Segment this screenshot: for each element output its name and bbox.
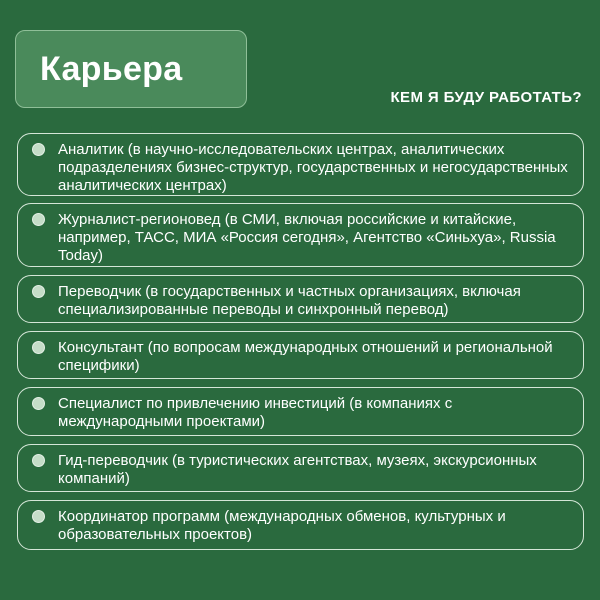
bullet-icon: [32, 213, 45, 226]
career-item-analyst: [17, 133, 584, 196]
page-title: Карьера: [40, 49, 183, 88]
career-item-text: Специалист по привлечению инвестиций (в компаниях с международными проектами): [58, 395, 453, 430]
career-item-program-coordinator: [17, 500, 584, 550]
career-item-text: Консультант (по вопросам международных отношений и региональной специфики): [58, 339, 553, 374]
career-item-journalist: [17, 203, 584, 267]
bullet-icon: [32, 510, 45, 523]
bullet-icon: [32, 285, 45, 298]
bullet-icon: [32, 454, 45, 467]
career-item-text: Переводчик (в государственных и частных организациях, включая специализированные переводы и синхронный перевод): [58, 283, 521, 318]
section-question: КЕМ Я БУДУ РАБОТАТЬ?: [390, 89, 582, 106]
career-item-text: Журналист-регионовед (в СМИ, включая российские и китайские, например, ТАСС, МИА «Россия сегодня», Агентство «Синьхуа», Russia Today): [58, 211, 556, 264]
page-title-box: [15, 30, 247, 108]
career-item-translator: [17, 275, 584, 323]
career-item-text: Аналитик (в научно-исследовательских центрах, аналитических подразделениях бизнес-структур, государственных и негосударственных аналитических центрах): [58, 141, 568, 194]
career-item-text: Гид-переводчик (в туристических агентствах, музеях, экскурсионных компаний): [58, 452, 537, 487]
bullet-icon: [32, 397, 45, 410]
career-item-investment-specialist: [17, 387, 584, 436]
bullet-icon: [32, 341, 45, 354]
bullet-icon: [32, 143, 45, 156]
career-item-consultant: [17, 331, 584, 379]
career-item-guide-translator: [17, 444, 584, 492]
career-item-text: Координатор программ (международных обменов, культурных и образовательных проектов): [58, 508, 506, 543]
